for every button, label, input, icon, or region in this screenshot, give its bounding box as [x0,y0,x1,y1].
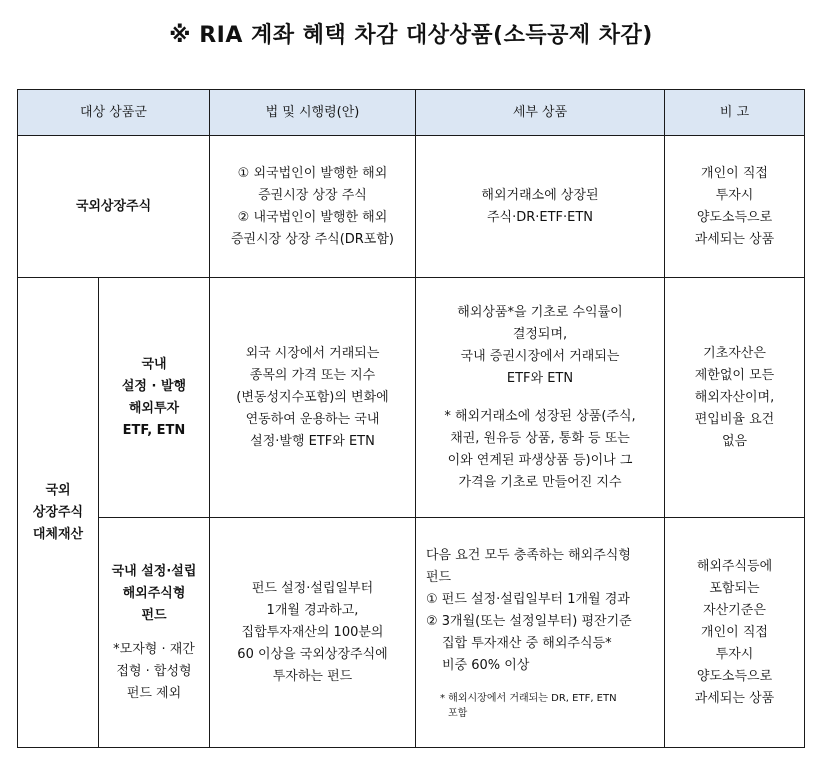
detail-line: ① 펀드 설정·설립일부터 1개월 경과 [426,591,630,607]
category-foreign-listed-stock: 국외상장주식 [18,136,210,278]
detail-line: 비중 60% 이상 [442,657,530,673]
law-cell [210,278,416,518]
group-label-line: 국외 [45,482,71,498]
note-line: 자산기준은 [703,602,766,618]
category-note [105,639,203,705]
product-table [17,89,805,748]
table-row [18,518,805,748]
category-note-line: *모자형 · 재간 [113,641,195,657]
header-row [18,90,805,136]
category-line: 국내 설정·설립 [111,563,197,579]
law-line: 펀드 설정·설립일부터 [251,580,374,596]
note-cell [665,136,805,278]
law-line: 설정·발행 ETF와 ETN [250,433,375,449]
detail-line: 다음 요건 모두 충족하는 해외주식형 [426,547,631,563]
detail-line: 국내 증권시장에서 거래되는 [460,348,620,364]
detail-line: ② 3개월(또는 설정일부터) 평잔기준 [426,613,632,629]
detail-footnote [426,691,658,721]
law-line: 60 이상을 국외상장주식에 [237,646,388,662]
note-line: 해외주식등에 [696,558,773,574]
detail-line: 펀드 [426,569,452,585]
note-line: 해외자산이며, [694,389,775,405]
footnote-line: * 해외시장에서 거래되는 DR, ETF, ETN [440,692,617,704]
footnote-line: 포함 [448,707,468,719]
note-line: 기초자산은 [703,345,766,361]
detail-line: 결정되며, [512,326,568,342]
law-line: 1개월 경과하고, [266,602,359,618]
group-label-line: 상장주식 [32,504,84,520]
note-line: 개인이 직접 [701,165,768,181]
footnote-line: 채권, 원유등 상품, 통화 등 또는 [450,430,630,446]
table-row [18,278,805,518]
law-cell [210,518,416,748]
detail-line: 주식·DR·ETF·ETN [486,209,594,225]
note-line: 과세되는 상품 [694,690,775,706]
header-law: 법 및 시행령(안) [210,90,416,136]
note-line: 양도소득으로 [696,668,773,684]
category-line: ETF, ETN [122,422,186,438]
detail-line: 해외거래소에 상장된 [481,187,599,203]
note-line: 개인이 직접 [701,624,768,640]
law-line: 외국 시장에서 거래되는 [245,345,380,361]
law-line: (변동성지수포함)의 변화에 [236,389,389,405]
footnote-line: * 해외거래소에 성장된 상품(주식, [444,408,636,424]
note-cell [665,278,805,518]
law-line: 연동하여 운용하는 국내 [245,411,380,427]
detail-cell [416,278,665,518]
note-cell [665,518,805,748]
category-etf-etn [99,278,210,518]
note-line: 없음 [721,433,748,449]
footnote-line: 이와 연계된 파생상품 등)이나 그 [447,452,633,468]
detail-cell [416,518,665,748]
law-line: ② 내국법인이 발행한 해외 [237,209,388,225]
category-line: 펀드 [141,607,167,623]
category-line: 설정 · 발행 [121,378,187,394]
law-line: 종목의 가격 또는 지수 [249,367,376,383]
header-category: 대상 상품군 [18,90,210,136]
note-line: 투자시 [715,187,754,203]
detail-footnote [422,406,658,494]
note-line: 과세되는 상품 [694,231,775,247]
law-line: 집합투자재산의 100분의 [241,624,384,640]
page-title: ※ RIA 계좌 혜택 차감 대상상품(소득공제 차감) [169,23,653,48]
header-detail: 세부 상품 [416,90,665,136]
note-line: 제한없이 모든 [694,367,775,383]
category-note-line: 접형 · 합성형 [116,663,192,679]
group-label [18,278,99,748]
law-line: 증권시장 상장 주식(DR포함) [230,231,395,247]
law-line: 증권시장 상장 주식 [258,187,367,203]
note-line: 양도소득으로 [696,209,773,225]
group-label-line: 대체재산 [32,526,84,542]
category-foreign-equity-fund [99,518,210,748]
detail-line: 집합 투자재산 중 해외주식등* [442,635,612,651]
footnote-line: 가격을 기초로 만들어진 지수 [458,474,622,490]
category-line: 해외투자 [128,400,180,416]
table-row [18,136,805,278]
detail-line: 해외상품*을 기초로 수익률이 [457,304,623,320]
detail-cell [416,136,665,278]
category-line: 국내 [141,356,167,372]
detail-line: ETF와 ETN [506,370,574,386]
category-line: 해외주식형 [122,585,186,601]
note-line: 포함되는 [709,580,760,596]
category-note-line: 펀드 제외 [126,685,182,701]
note-line: 투자시 [715,646,754,662]
law-line: 투자하는 펀드 [272,668,353,684]
law-cell [210,136,416,278]
note-line: 편입비율 요건 [694,411,775,427]
header-note: 비 고 [665,90,805,136]
law-line: ① 외국법인이 발행한 해외 [237,165,388,181]
